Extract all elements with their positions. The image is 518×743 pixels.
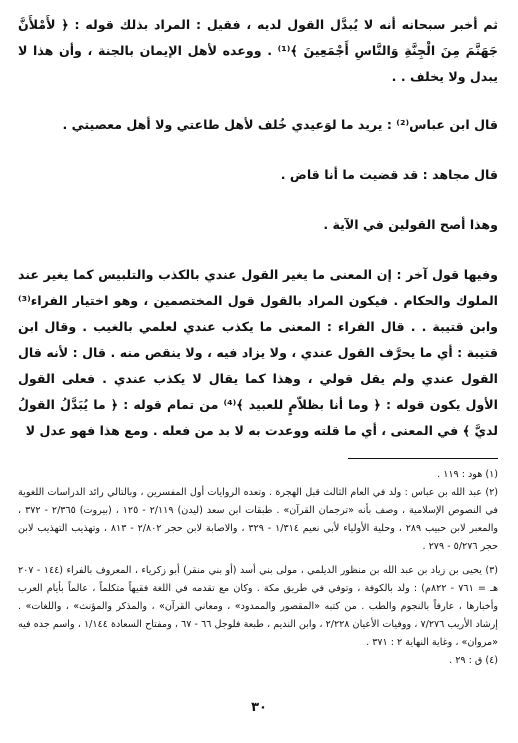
footnote-4: (٤) ق : ٢٩ .: [449, 655, 498, 666]
main-text: [18, 12, 498, 444]
paragraph-2: قال ابن عباس⁽²⁾ : يريد ما لوَعيدي خُلف لأهل طاعتي ولا أهل معصيتي .: [62, 117, 498, 132]
paragraph-3: قال مجاهد : قد قضيت ما أنا قاض .: [280, 167, 498, 182]
paragraph-1: ثم أخبر سبحانه أنه لا يُبدَّل القول لديه ، فقيل : المراد بذلك قوله : ﴿ لأَمْلأَنَّ جَهَنَّمَ مِنَ الْجِنَّةِ وَالنَّاسِ أَجْمَعِينَ ﴾⁽¹⁾ . ووعده لأهل الإيمان بالجنة ، وأن هذا لا يبدل ولا يخلف . .: [18, 17, 498, 84]
page-number: ٣٠: [251, 700, 267, 715]
footnote-1: (١) هود : ١١٩ .: [437, 469, 498, 480]
footnote-3: (٣) يحيى بن زياد بن عبد الله بن منظور الديلمي ، مولى بني أسد (أو بني منقر) أبو زكرياء ، المعروف بالفراء (١٤٤ - ٢٠٧ هـ = ٧٦١ - ٨٢٢م) : ولد بالكوفة ، وتوفي في طريق مكة . وكان مع تقدمه في اللغة فقيهاً متكلماً ، عالماً بأيام العرب وأخبارها ، عارفاً بالنجوم والطب . من كتبه «المقصور والممدود» ، ومعاني القرآن» ، والمذكر والمؤنث» ، واللغات» . إرشاد الأريب ٧/٢٧٦ ، ووفيات الأعيان ٢/٢٢٨ ، وابن النديم ، طبعة فلوجل ٦٦ - ٦٧ ، ومفتاح السعادة ١/١٤٤ ، واسم جده فيه «مروان» ، وغاية النهاية ٢ : ٣٧١ .: [18, 565, 498, 648]
footnote-2: (٢) عبد الله بن عباس : ولد في العام الثالث قبل الهجرة . وتعده الروايات أول المفسرين ، وبالتالي رائد الدراسات اللغوية في النصوص الإسلامية ، وصف بأنه «ترجمان القرآن» . طبقات ابن سعد (ليدن) ٢/١١٩ - ١٢٥ ، (بيروت) ٢/٣٦٥ - ٣٧٢ ، والمعبر لابن حبيب ٢٨٩ ، وحلية الأولياء لأبي نعيم ١/٣١٤ - ٣٢٩ ، والاصابة لابن حجر ٢/٨٠٢ - ٨١٣ ، وتهذيب التهذيب لابن حجر ٥/٢٧٦ - ٢٧٩ .: [18, 487, 498, 552]
paragraph-5: وفيها قول آخر : إن المعنى ما يغير القول عندي بالكذب والتلبيس كما يغير عند الملوك والحكام . فيكون المراد بالقول قول المختصمين ، وهو اختيار الفراء⁽³⁾ وابن قتيبة . . قال الفراء : المعنى ما يكذب عندي لعلمي بالغيب . وقال ابن قتيبة : أي ما يحرَّف القول عندي ، ولا يزاد فيه ، ولا ينقص منه . قال : لأنه قال القول عندي ولم يقل قولي ، وهذا كما يقال لا يكذب عندي . فعلى القول الأول يكون قوله : ﴿ وما أنا بظلاّمٍ للعبيد ﴾⁽⁴⁾ من تمام قوله : ﴿ ما يُبَدَّلُ القولُ لديَّ ﴾ في المعنى ، أي ما قلته ووعدت به لا بد من فعله . ومع هذا فهو عدل لا: [18, 267, 498, 438]
paragraph-4: وهذا أصح القولين في الآية .: [323, 217, 498, 232]
footnote-divider: [348, 458, 498, 459]
footnotes: [18, 466, 498, 670]
